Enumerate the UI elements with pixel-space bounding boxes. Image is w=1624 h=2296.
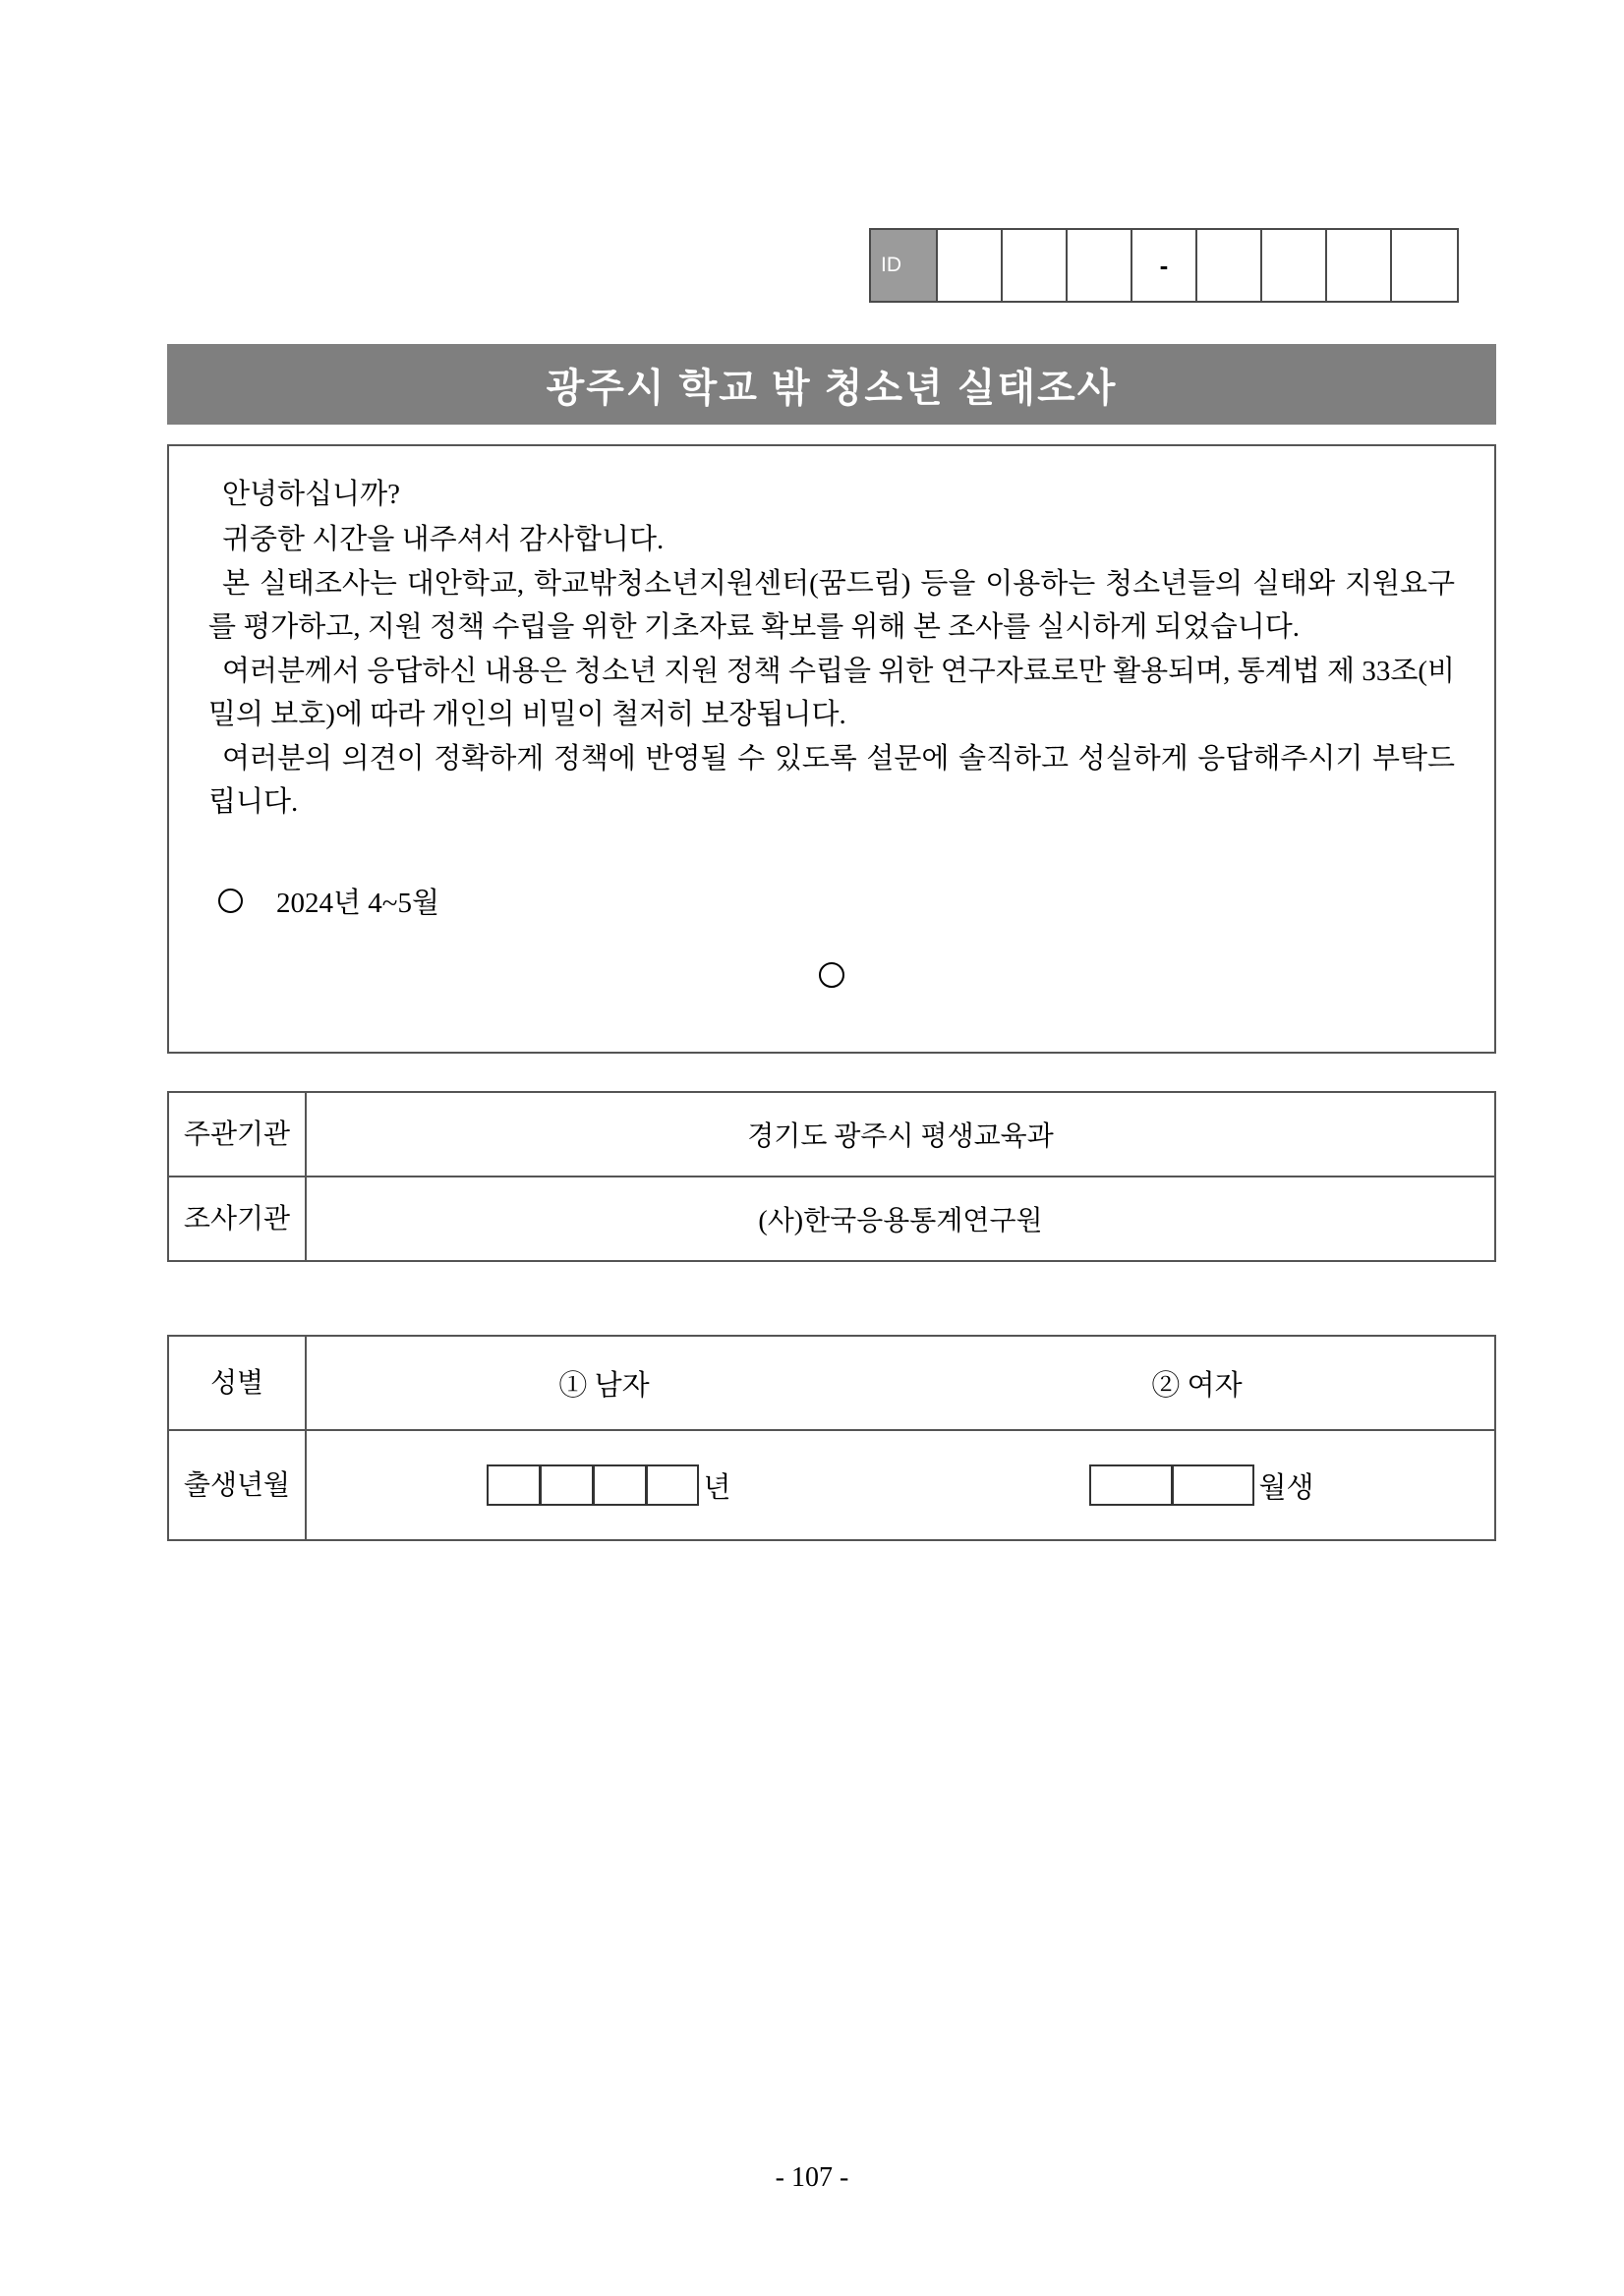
id-label: ID (871, 230, 938, 301)
id-cell-3[interactable] (1068, 230, 1132, 301)
survey-organization-value: (사)한국응용통계연구원 (306, 1177, 1495, 1261)
birth-label: 출생년월 (168, 1430, 306, 1540)
organization-table (167, 1091, 1496, 1262)
birth-year-suffix: 년 (703, 1471, 731, 1504)
birth-year-digit-1[interactable] (487, 1464, 540, 1506)
birth-month-suffix: 월생 (1258, 1471, 1314, 1504)
host-organization-label: 주관기관 (168, 1092, 306, 1177)
id-cell-4[interactable] (1197, 230, 1262, 301)
id-cell-1[interactable] (938, 230, 1003, 301)
survey-organization-label: 조사기관 (168, 1177, 306, 1261)
gender-option-male[interactable]: ① 남자 (558, 1369, 650, 1402)
table-row (168, 1430, 1495, 1540)
table-row (168, 1092, 1495, 1177)
circle-bullet-icon (218, 889, 243, 913)
id-cell-5[interactable] (1262, 230, 1327, 301)
intro-box (167, 444, 1496, 1054)
birth-month-digit-1[interactable] (1089, 1464, 1172, 1506)
intro-line-4: 여러분께서 응답하신 내용은 청소년 지원 정책 수립을 위한 연구자료로만 활용되며, 통계법 제 33조(비밀의 보호)에 따라 개인의 비밀이 철저히 보장됩니다. (208, 656, 1455, 730)
birth-month-input[interactable] (1089, 1464, 1313, 1506)
birth-year-digit-2[interactable] (540, 1464, 593, 1506)
intro-line-1: 안녕하십니까? (222, 479, 400, 510)
id-cell-7[interactable] (1392, 230, 1457, 301)
circle-seal-icon (819, 962, 844, 988)
page-number: - 107 - (775, 2162, 849, 2193)
gender-label: 성별 (168, 1336, 306, 1430)
id-cell-6[interactable] (1327, 230, 1392, 301)
host-organization-value: 경기도 광주시 평생교육과 (306, 1092, 1495, 1177)
intro-line-2: 귀중한 시간을 내주셔서 감사합니다. (222, 523, 665, 555)
page-title: 광주시 학교 밖 청소년 실태조사 (167, 344, 1496, 425)
gender-option-female[interactable]: ② 여자 (1151, 1369, 1243, 1402)
table-row (168, 1336, 1495, 1430)
intro-line-3: 본 실태조사는 대안학교, 학교밖청소년지원센터(꿈드림) 등을 이용하는 청소년들의 실태와 지원요구를 평가하고, 지원 정책 수립을 위한 기초자료 확보를 위해 본 조사를 실시하게 되었습니다. (208, 568, 1455, 643)
center-mark (208, 962, 1455, 993)
id-cell-separator: - (1132, 230, 1197, 301)
birth-month-digit-2[interactable] (1172, 1464, 1254, 1506)
gender-options-cell (306, 1336, 1495, 1430)
respondent-table (167, 1335, 1496, 1541)
table-row (168, 1177, 1495, 1261)
intro-line-5: 여러분의 의견이 정확하게 정책에 반영될 수 있도록 설문에 솔직하고 성실하게 응답해주시기 부탁드립니다. (208, 743, 1455, 818)
birth-input-cell (306, 1430, 1495, 1540)
birth-year-digit-3[interactable] (593, 1464, 646, 1506)
id-field[interactable] (869, 228, 1459, 303)
survey-period-label: 2024년 4~5월 (276, 888, 439, 919)
birth-year-digit-4[interactable] (646, 1464, 699, 1506)
birth-year-input[interactable] (487, 1464, 730, 1506)
survey-period (208, 881, 1455, 921)
id-cell-2[interactable] (1003, 230, 1068, 301)
